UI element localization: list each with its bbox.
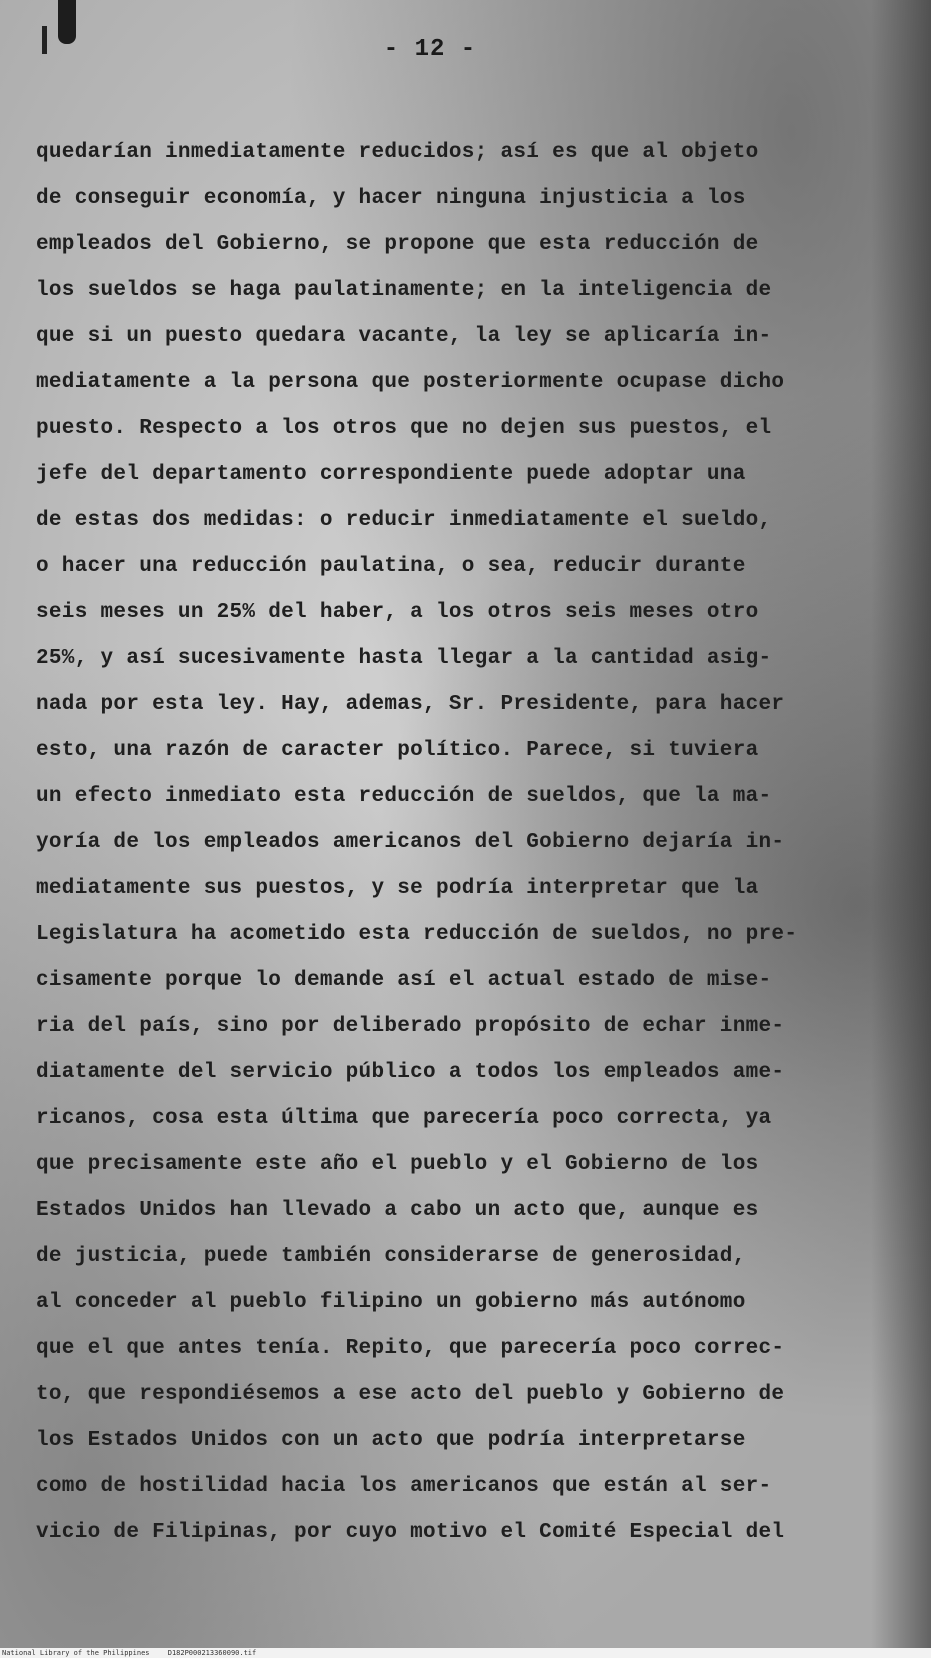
text-line: de justicia, puede también considerarse de generosidad, bbox=[36, 1245, 746, 1268]
scan-footer bbox=[0, 1648, 931, 1658]
text-line: yoría de los empleados americanos del Gobierno dejaría in- bbox=[36, 831, 785, 854]
text-line: que si un puesto quedara vacante, la ley se aplicaría in- bbox=[36, 325, 772, 348]
text-line: esto, una razón de caracter político. Parece, si tuviera bbox=[36, 739, 759, 762]
text-line: diatamente del servicio público a todos los empleados ame- bbox=[36, 1061, 785, 1084]
page-number: - 12 - bbox=[383, 36, 477, 63]
text-line: como de hostilidad hacia los americanos que están al ser- bbox=[36, 1475, 772, 1498]
text-line: ria del país, sino por deliberado propósito de echar inme- bbox=[36, 1015, 785, 1038]
text-line: los sueldos se haga paulatinamente; en la inteligencia de bbox=[36, 279, 772, 302]
footer-library: National Library of the Philippines bbox=[2, 1649, 150, 1657]
text-line: to, que respondiésemos a ese acto del pueblo y Gobierno de bbox=[36, 1383, 785, 1406]
text-line: quedarían inmediatamente reducidos; así es que al objeto bbox=[36, 141, 759, 164]
text-line: jefe del departamento correspondiente puede adoptar una bbox=[36, 463, 746, 486]
body-text bbox=[36, 130, 896, 1556]
text-line: Legislatura ha acometido esta reducción de sueldos, no pre- bbox=[36, 923, 798, 946]
text-line: un efecto inmediato esta reducción de sueldos, que la ma- bbox=[36, 785, 772, 808]
text-line: vicio de Filipinas, por cuyo motivo el Comité Especial del bbox=[36, 1521, 785, 1544]
text-line: que precisamente este año el pueblo y el Gobierno de los bbox=[36, 1153, 759, 1176]
text-line: puesto. Respecto a los otros que no dejen sus puestos, el bbox=[36, 417, 772, 440]
text-line: mediatamente sus puestos, y se podría interpretar que la bbox=[36, 877, 759, 900]
text-line: seis meses un 25% del haber, a los otros seis meses otro bbox=[36, 601, 759, 624]
text-line: empleados del Gobierno, se propone que esta reducción de bbox=[36, 233, 759, 256]
text-line: al conceder al pueblo filipino un gobierno más autónomo bbox=[36, 1291, 746, 1314]
text-line: que el que antes tenía. Repito, que parecería poco correc- bbox=[36, 1337, 785, 1360]
text-line: nada por esta ley. Hay, ademas, Sr. Presidente, para hacer bbox=[36, 693, 785, 716]
text-line: de conseguir economía, y hacer ninguna injusticia a los bbox=[36, 187, 746, 210]
text-line: o hacer una reducción paulatina, o sea, reducir durante bbox=[36, 555, 746, 578]
text-line: los Estados Unidos con un acto que podría interpretarse bbox=[36, 1429, 746, 1452]
text-line: ricanos, cosa esta última que parecería poco correcta, ya bbox=[36, 1107, 772, 1130]
text-line: de estas dos medidas: o reducir inmediatamente el sueldo, bbox=[36, 509, 772, 532]
text-line: 25%, y así sucesivamente hasta llegar a la cantidad asig- bbox=[36, 647, 772, 670]
footer-file-id: D182P000213360090.tif bbox=[167, 1649, 257, 1657]
text-line: Estados Unidos han llevado a cabo un acto que, aunque es bbox=[36, 1199, 759, 1222]
text-line: mediatamente a la persona que posteriormente ocupase dicho bbox=[36, 371, 785, 394]
text-line: cisamente porque lo demande así el actual estado de mise- bbox=[36, 969, 772, 992]
